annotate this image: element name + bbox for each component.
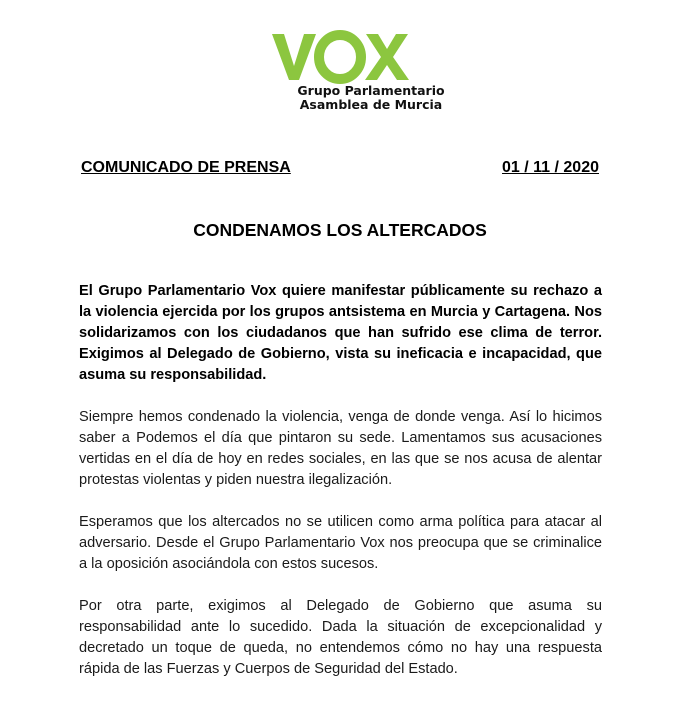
- vox-wordmark-logo: [270, 30, 410, 84]
- paragraph: Por otra parte, exigimos al Delegado de Gobierno que asuma su responsabilidad ante lo sucedido. Dada la situación de excepcionalidad y decretado un toque de queda, no entendemos cómo no hay una respuesta rápida de las Fuerzas y Cuerpos de Seguridad del Estado.: [79, 598, 602, 677]
- press-release-header: [81, 159, 599, 179]
- paragraph: Esperamos que los altercados no se utilicen como arma política para atacar al adversario. Desde el Grupo Parlamentario Vox nos preocupa que se criminalice a la oposición asociándola con estos sucesos.: [79, 514, 602, 572]
- vox-logo: [0, 30, 680, 112]
- paragraph: Siempre hemos condenado la violencia, venga de donde venga. Así lo hicimos saber a Podemos el día que pintaron su sede. Lamentamos sus acusaciones vertidas en el día de hoy en redes sociales, en las que se nos acusa de alentar protestas violentas y piden nuestra ilegalización.: [79, 409, 602, 488]
- paragraph-lead: El Grupo Parlamentario Vox quiere manifestar públicamente su rechazo a la violencia ejercida por los grupos antsistema en Murcia y Cartagena. Nos solidarizamos con los ciudadanos que han sufrido ese clima de terror. Exigimos al Delegado de Gobierno, vista su ineficacia e incapacidad, que asuma su responsabilidad.: [79, 283, 602, 383]
- logo-subtitle-line-1: Grupo Parlamentario: [297, 83, 445, 98]
- press-release-label: COMUNICADO DE PRENSA: [81, 159, 291, 176]
- document-body: [79, 281, 602, 701]
- document-title: CONDENAMOS LOS ALTERCADOS: [193, 220, 487, 240]
- logo-subtitle-line-2: Asamblea de Murcia: [299, 97, 443, 112]
- press-release-date: 01 / 11 / 2020: [502, 159, 599, 176]
